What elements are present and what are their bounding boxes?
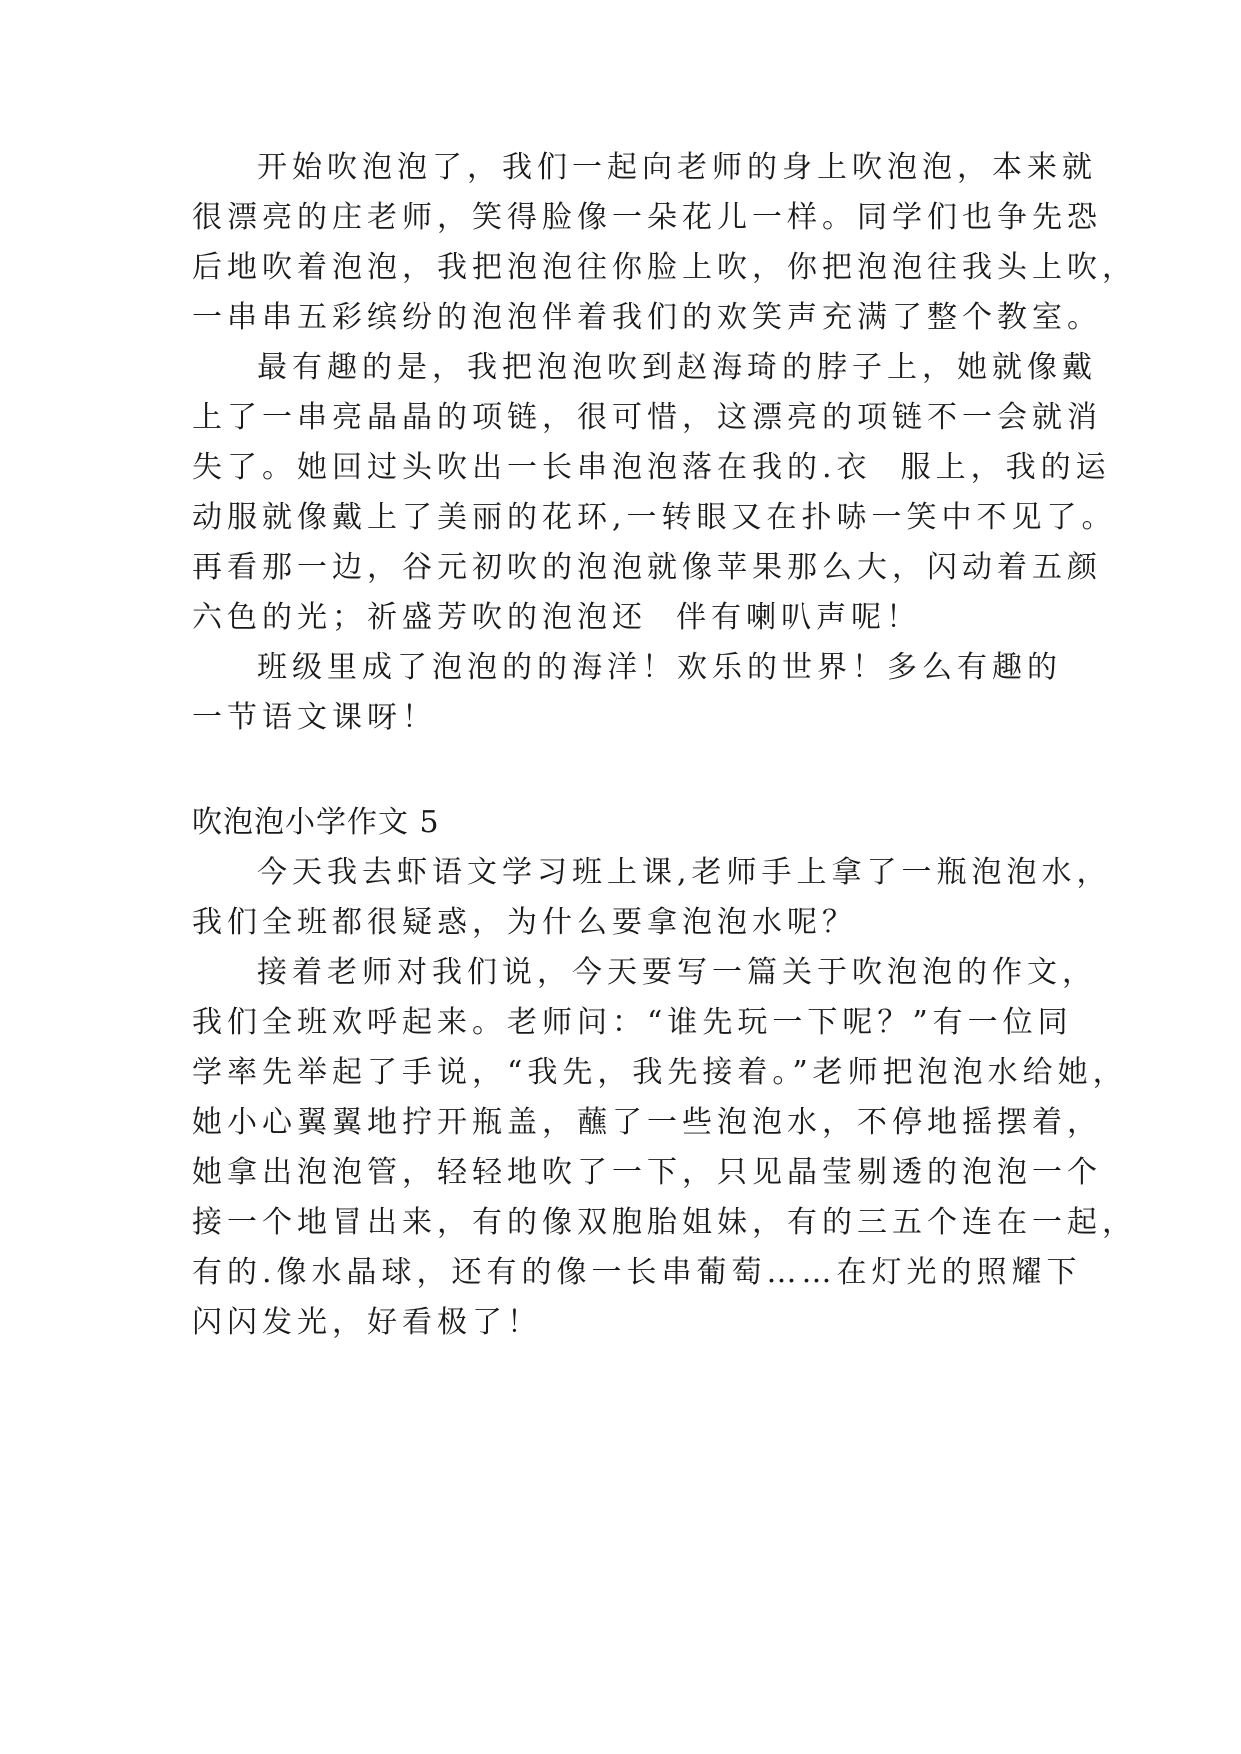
paragraph-line: 最有趣的是，我把泡泡吹到赵海琦的脖子上，她就像戴 — [257, 350, 1097, 385]
paragraph-line: 动服就像戴上了美丽的花环,一转眼又在扑哧一笑中不见了。 — [192, 500, 1117, 535]
paragraph-line: 她拿出泡泡管，轻轻地吹了一下，只见晶莹剔透的泡泡一个 — [192, 1155, 1102, 1190]
paragraph-line: 有的.像水晶球，还有的像一长串葡萄……在灯光的照耀下 — [192, 1255, 1082, 1290]
paragraph-line: 上了一串亮晶晶的项链，很可惜，这漂亮的项链不一会就消 — [192, 400, 1102, 435]
paragraph-line: 班级里成了泡泡的的海洋！欢乐的世界！多么有趣的 — [257, 650, 1062, 685]
paragraph-line: 我们全班都很疑惑，为什么要拿泡泡水呢？ — [192, 905, 857, 940]
paragraph-line: 失了。她回过头吹出一长串泡泡落在我的.衣 服上，我的运 — [192, 450, 1111, 485]
paragraph-line: 再看那一边，谷元初吹的泡泡就像苹果那么大，闪动着五颜 — [192, 550, 1102, 585]
paragraph-line: 接着老师对我们说，今天要写一篇关于吹泡泡的作文， — [257, 955, 1097, 990]
paragraph-line: 今天我去虾语文学习班上课,老师手上拿了一瓶泡泡水， — [257, 855, 1112, 890]
paragraph-line: 开始吹泡泡了，我们一起向老师的身上吹泡泡，本来就 — [257, 150, 1097, 185]
paragraph-line: 闪闪发光，好看极了！ — [192, 1305, 542, 1340]
paragraph-line: 一节语文课呀！ — [192, 700, 437, 735]
paragraph-line: 六色的光；祈盛芳吹的泡泡还 伴有喇叭声呢！ — [192, 600, 922, 635]
paragraph-line: 后地吹着泡泡，我把泡泡往你脸上吹，你把泡泡往我头上吹， — [192, 250, 1137, 285]
paragraph-line: 一串串五彩缤纷的泡泡伴着我们的欢笑声充满了整个教室。 — [192, 300, 1102, 335]
paragraph-line: 我们全班欢呼起来。老师问：“谁先玩一下呢？”有一位同 — [192, 1005, 1073, 1040]
paragraph-line: 她小心翼翼地拧开瓶盖，蘸了一些泡泡水，不停地摇摆着， — [192, 1105, 1102, 1140]
section-heading: 吹泡泡小学作文 5 — [192, 805, 440, 840]
paragraph-line: 很漂亮的庄老师，笑得脸像一朵花儿一样。同学们也争先恐 — [192, 200, 1102, 235]
paragraph-line: 学率先举起了手说，“我先，我先接着。”老师把泡泡水给她， — [192, 1055, 1128, 1090]
paragraph-line: 接一个地冒出来，有的像双胞胎姐妹，有的三五个连在一起， — [192, 1205, 1137, 1240]
